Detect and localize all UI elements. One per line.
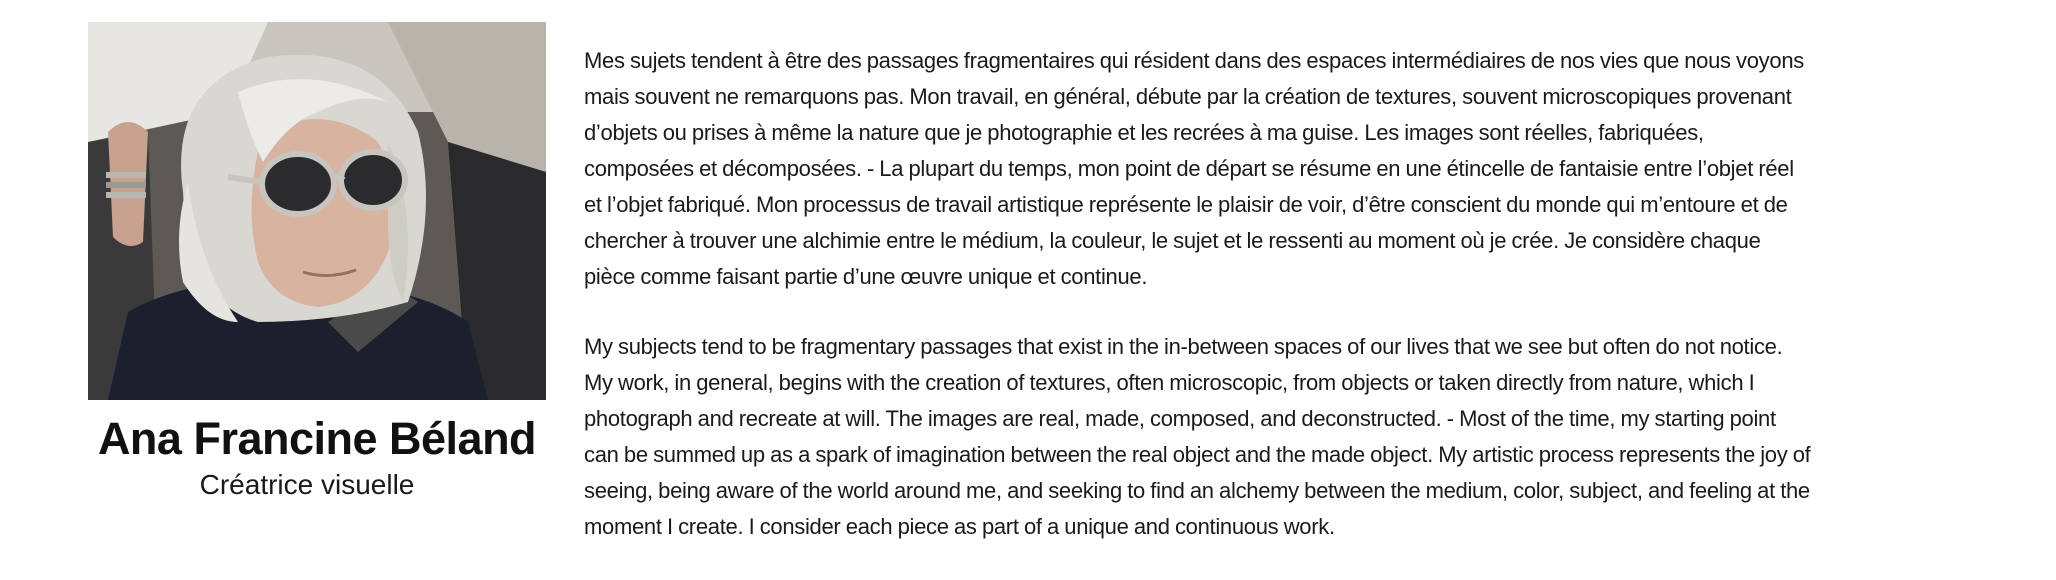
portrait-photo <box>88 22 546 400</box>
bio-section <box>584 43 1814 545</box>
portrait-photo-icon <box>88 22 546 400</box>
profile-column <box>88 22 546 502</box>
bio-french-paragraph: Mes sujets tendent à être des passages fragmentaires qui résident dans des espaces intermédiaires de nos vies que nous voyons mais souvent ne remarquons pas. Mon travail, en général, débute par la création de textures, souvent microscopiques provenant d’objets ou prises à même la nature que je photographie et les recrées à ma guise. Les images sont réelles, fabriquées, composées et décomposées. - La plupart du temps, mon point de départ se résume en une étincelle de fantaisie entre l’objet réel et l’objet fabriqué. Mon processus de travail artistique représente le plaisir de voir, d’être conscient du monde qui m’entoure et de chercher à trouver une alchimie entre le médium, la couleur, le sujet et le ressenti au moment où je crée. Je considère chaque pièce comme faisant partie d’une œuvre unique et continue. <box>584 48 1804 289</box>
artist-name: Ana Francine Béland <box>97 413 537 464</box>
artist-role: Créatrice visuelle <box>199 469 415 500</box>
bio-english-paragraph: My subjects tend to be fragmentary passages that exist in the in-between spaces of our lives that we see but often do not notice. My work, in general, begins with the creation of textures, often microscopic, from objects or taken directly from nature, which I photograph and recreate at will. The images are real, made, composed, and deconstructed. - Most of the time, my starting point can be summed up as a spark of imagination between the real object and the made object. My artistic process represents the joy of seeing, being aware of the world around me, and seeking to find an alchemy between the medium, color, subject, and feeling at the moment I create. I consider each piece as part of a unique and continuous work. <box>584 334 1811 539</box>
